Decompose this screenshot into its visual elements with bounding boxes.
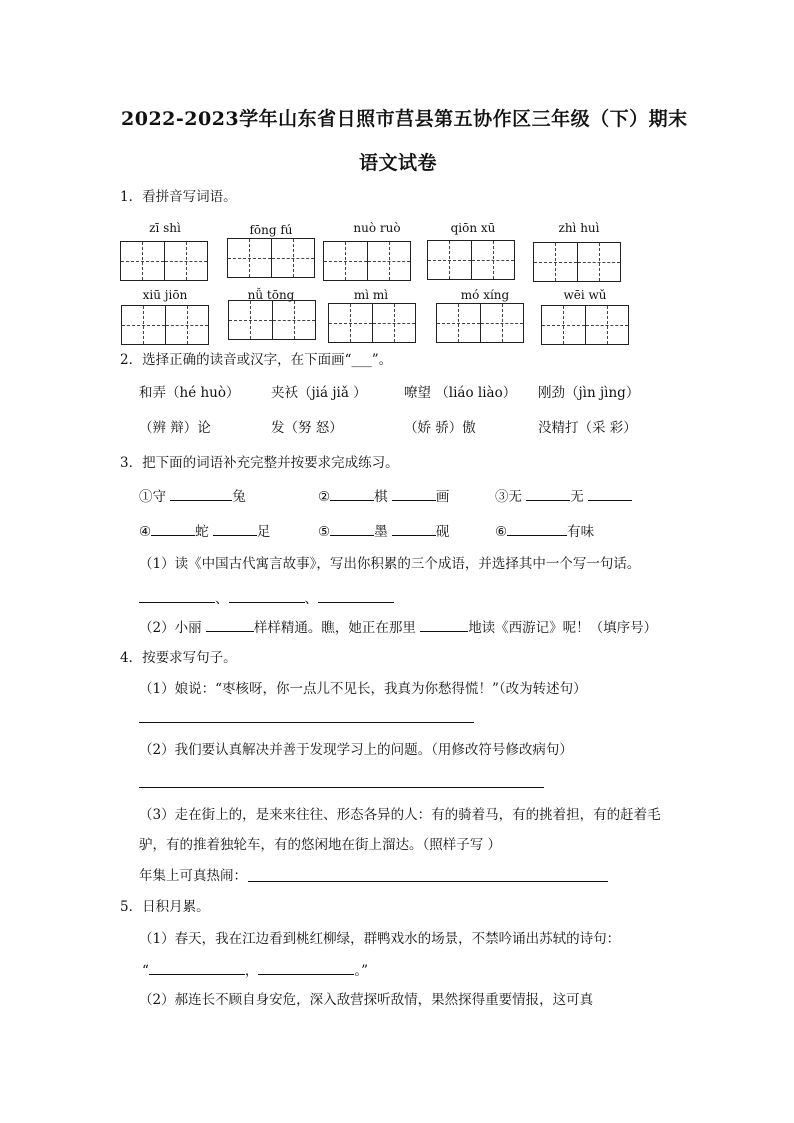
q3-sub2-part-c: 地读《西游记》呢！（填序号） bbox=[468, 620, 658, 636]
q3-blank[interactable] bbox=[170, 486, 232, 501]
q3-item-2 bbox=[318, 486, 449, 506]
q2-heading: 2．选择正确的读音或汉字，在下面画“___”。 bbox=[120, 352, 393, 368]
q4-s1-answer-line[interactable] bbox=[139, 722, 474, 723]
writing-grid-5[interactable] bbox=[533, 242, 621, 282]
idiom-blank-2[interactable] bbox=[229, 588, 305, 603]
writing-grid-9[interactable] bbox=[436, 303, 524, 343]
q4-s3-line2: 驴，有的推着独轮车，有的悠闲地在街上溜达。（照样子写 ） bbox=[139, 837, 502, 853]
q3-heading: 3．把下面的词语补充完整并按要求完成练习。 bbox=[120, 455, 399, 471]
q3-item-1 bbox=[139, 486, 246, 506]
poem-blank-2[interactable] bbox=[258, 960, 354, 975]
q3-blank[interactable] bbox=[213, 521, 257, 536]
q3-blank[interactable] bbox=[392, 486, 436, 501]
q3-item-1-post: 兔 bbox=[232, 489, 246, 505]
q3-sub2-blank-1[interactable] bbox=[206, 617, 254, 632]
q3-blank[interactable] bbox=[507, 521, 567, 536]
separator: 、 bbox=[304, 591, 318, 607]
writing-grid-8[interactable] bbox=[328, 303, 416, 343]
q5-s1-line1: （1）春天，我在江边看到桃红柳绿，群鸭戏水的场景，不禁吟诵出苏轼的诗句： bbox=[139, 931, 621, 947]
q4-s3-answer-line[interactable] bbox=[248, 881, 608, 882]
q4-s2: （2）我们要认真解决并善于发现学习上的问题。（用修改符号修改病句） bbox=[139, 742, 573, 758]
writing-grid-7[interactable] bbox=[228, 300, 316, 340]
q2-option-1[interactable]: 和弄（hé huò） bbox=[139, 385, 240, 401]
q2-option-8[interactable]: 没精打（采 彩） bbox=[538, 420, 637, 436]
q2-option-6[interactable]: 发（努 怒） bbox=[271, 420, 343, 436]
q5-s2-line1: （2）郝连长不顾自身安危，深入敌营探听敌情，果然探得重要情报，这可真 bbox=[139, 992, 594, 1008]
pinyin-7: nǚ tōng bbox=[247, 288, 295, 302]
q3-idiom-blanks bbox=[139, 588, 394, 608]
pinyin-1: zī shì bbox=[149, 221, 181, 235]
q3-item-4 bbox=[139, 521, 270, 541]
q5-heading: 5．日积月累。 bbox=[120, 899, 210, 915]
quote-close: 。” bbox=[354, 963, 369, 979]
q3-blank[interactable] bbox=[392, 521, 436, 536]
q5-s1-poem-blanks bbox=[142, 960, 368, 980]
q3-item-4-pre: ④ bbox=[139, 524, 152, 540]
poem-blank-1[interactable] bbox=[149, 960, 245, 975]
pinyin-8: mì mì bbox=[353, 288, 389, 302]
q3-blank[interactable] bbox=[151, 521, 195, 536]
q3-item-6-post: 有味 bbox=[567, 524, 595, 540]
q2-option-4[interactable]: 刚劲（jìn jìng） bbox=[538, 385, 640, 401]
q3-item-5-pre: ⑤ bbox=[318, 524, 331, 540]
q3-item-1-pre: ①守 bbox=[139, 489, 166, 505]
pinyin-4: qiōn xū bbox=[450, 221, 496, 235]
q3-sub2 bbox=[139, 617, 657, 637]
q3-item-2-pre: ② bbox=[318, 489, 331, 505]
pinyin-6: xiū jiōn bbox=[142, 288, 188, 302]
writing-grid-2[interactable] bbox=[227, 238, 315, 278]
pinyin-9: mó xíng bbox=[460, 288, 510, 302]
idiom-blank-1[interactable] bbox=[139, 588, 215, 603]
q3-item-4-mid: 蛇 bbox=[195, 524, 209, 540]
writing-grid-4[interactable] bbox=[427, 240, 515, 280]
q1-heading: 1．看拼音写词语。 bbox=[120, 189, 237, 205]
q3-item-2-post: 画 bbox=[435, 489, 450, 505]
q4-s3-line1: （3）走在街上的，是来来往往、形态各异的人：有的骑着马，有的挑着担，有的赶着毛 bbox=[139, 807, 661, 823]
q3-sub2-part-b: 样样精通。瞧，她正在那里 bbox=[253, 620, 416, 636]
writing-grid-1[interactable] bbox=[120, 241, 208, 281]
page-title-line1: 2022-2023学年山东省日照市莒县第五协作区三年级（下）期末 bbox=[121, 108, 688, 130]
page-title-line2: 语文试卷 bbox=[359, 152, 438, 174]
q4-s3-line3: 年集上可真热闹： bbox=[139, 868, 247, 884]
q3-item-3-pre: ③无 bbox=[495, 489, 522, 505]
q2-option-3[interactable]: 嘹望 （liáo liào） bbox=[404, 385, 517, 401]
pinyin-2: fōng fú bbox=[249, 223, 293, 237]
q4-s1: （1）娘说：“枣核呀，你一点儿不见长，我真为你愁得慌！”（改为转述句） bbox=[139, 681, 587, 697]
q3-item-5 bbox=[318, 521, 449, 541]
q3-item-5-mid: 墨 bbox=[374, 524, 388, 540]
q4-s2-answer-line[interactable] bbox=[139, 787, 544, 788]
q2-option-7[interactable]: （娇 骄）傲 bbox=[404, 420, 476, 436]
idiom-blank-3[interactable] bbox=[318, 588, 394, 603]
q3-item-6-pre: ⑥ bbox=[495, 524, 508, 540]
q3-sub1: （1）读《中国古代寓言故事》，写出你积累的三个成语，并选择其中一个写一句话。 bbox=[139, 556, 641, 572]
q3-item-4-post: 足 bbox=[256, 524, 271, 540]
q3-sub2-blank-2[interactable] bbox=[420, 617, 468, 632]
pinyin-5: zhì huì bbox=[558, 221, 600, 235]
q3-blank[interactable] bbox=[526, 486, 570, 501]
writing-grid-3[interactable] bbox=[323, 241, 411, 281]
q4-heading: 4．按要求写句子。 bbox=[120, 650, 237, 666]
writing-grid-10[interactable] bbox=[541, 305, 629, 345]
q3-sub2-part-a: （2）小丽 bbox=[139, 620, 202, 636]
q3-blank[interactable] bbox=[588, 486, 632, 501]
poem-comma: ， bbox=[244, 963, 259, 979]
q2-option-5[interactable]: （辨 辩）论 bbox=[139, 420, 211, 436]
q3-item-3-mid: 无 bbox=[570, 489, 584, 505]
pinyin-3: nuò ruò bbox=[353, 221, 401, 235]
pinyin-10: wēi wǔ bbox=[563, 288, 607, 302]
q3-blank[interactable] bbox=[330, 486, 374, 501]
quote-open: “ bbox=[142, 963, 149, 979]
q3-item-5-post: 砚 bbox=[435, 524, 450, 540]
q2-option-2[interactable]: 夹袄（jiá jiǎ ） bbox=[271, 385, 367, 401]
q3-item-3 bbox=[495, 486, 632, 506]
writing-grid-6[interactable] bbox=[121, 305, 209, 345]
separator: 、 bbox=[215, 591, 229, 607]
q3-blank[interactable] bbox=[330, 521, 374, 536]
q3-item-6 bbox=[495, 521, 594, 541]
q3-item-2-mid: 棋 bbox=[374, 489, 388, 505]
